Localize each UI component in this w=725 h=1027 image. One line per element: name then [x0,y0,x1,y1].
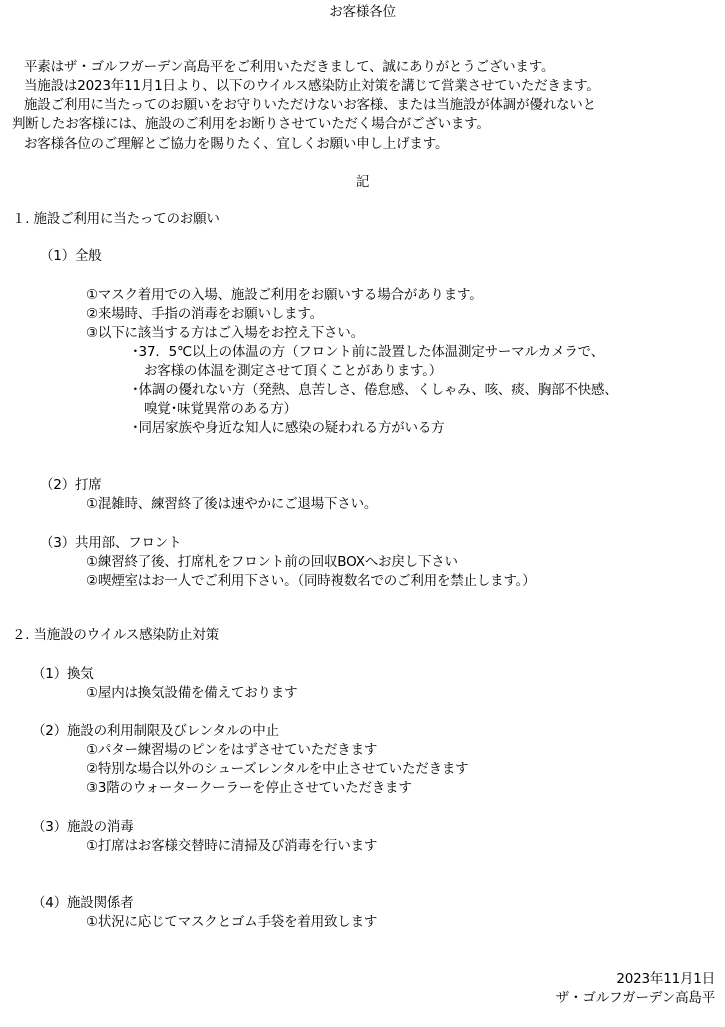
footer-date: 2023年11月1日 [616,971,715,987]
section1-sub1-item-2: ②来場時、手指の消毒をお願いします。 [86,306,323,322]
section1-heading: １. 施設ご利用に当たってのお願い [12,211,220,227]
section1-sub2-heading: （2）打席 [40,477,102,493]
section2-sub1-item-1: ①屋内は換気設備を備えております [86,685,298,701]
intro-line-3: 施設ご利用に当たってのお願いをお守りいただけないお客様、または当施設が体調が優れないと [24,97,596,113]
section1-bullet-1: ･37．5℃以上の体温の方（フロント前に設置した体温測定サーマルカメラで、 [132,344,605,360]
section2-sub2-item-1: ①パター練習場のピンをはずさせていただきます [86,742,378,758]
section1-sub1-heading: （1）全般 [40,248,102,264]
section1-sub1-item-3: ③以下に該当する方はご入場をお控え下さい。 [86,325,364,341]
section2-sub3-heading: （3）施設の消毒 [32,819,134,835]
intro-line-2: 当施設は2023年11月1日より、以下のウイルス感染防止対策を講じて営業させていただきます。 [24,78,600,94]
footer-facility-name: ザ・ゴルフガーデン高島平 [555,990,715,1006]
section2-heading: ２. 当施設のウイルス感染防止対策 [12,627,219,643]
section1-sub3-item-1: ①練習終了後、打席札をフロント前の回収BOXへお戻し下さい [86,554,458,570]
intro-line-5: お客様各位のご理解とご協力を賜りたく、宜しくお願い申し上げます。 [24,136,449,152]
section1-sub2-item-1: ①混雑時、練習終了後は速やかにご退場下さい。 [86,496,378,512]
section1-sub3-item-2: ②喫煙室はお一人でご利用下さい。（同時複数名でのご利用を禁止します。） [86,573,536,589]
intro-line-4: 判断したお客様には、施設のご利用をお断りさせていただく場合がございます。 [12,116,490,132]
section2-sub2-item-3: ③3階のウォータークーラーを停止させていただきます [86,780,412,796]
section2-sub4-item-1: ①状況に応じてマスクとゴム手袋を着用致します [86,914,378,930]
intro-line-1: 平素はザ・ゴルフガーデン高島平をご利用いただきまして、誠にありがとうございます。 [24,59,555,75]
document-title: お客様各位 [329,4,396,20]
section1-sub3-heading: （3）共用部、フロント [40,535,182,551]
ki-mark: 記 [355,174,370,190]
section2-sub4-heading: （4）施設関係者 [32,895,134,911]
section1-bullet-1-cont: お客様の体温を測定させて頂くことがあります。） [144,363,443,379]
section1-bullet-2-cont: 嗅覚･味覚異常のある方） [144,401,297,417]
section2-sub3-item-1: ①打席はお客様交替時に清掃及び消毒を行います [86,838,378,854]
section1-sub1-item-1: ①マスク着用での入場、施設ご利用をお願いする場合があります。 [86,287,483,303]
section2-sub2-item-2: ②特別な場合以外のシューズレンタルを中止させていただきます [86,761,469,777]
section2-sub2-heading: （2）施設の利用制限及びレンタルの中止 [32,723,279,739]
section1-bullet-2: ･体調の優れない方（発熱、息苦しさ、倦怠感、くしゃみ、咳、痰、胸部不快感、 [132,382,618,398]
section1-bullet-3: ･同居家族や身近な知人に感染の疑われる方がいる方 [132,420,445,436]
section2-sub1-heading: （1）換気 [32,666,94,682]
